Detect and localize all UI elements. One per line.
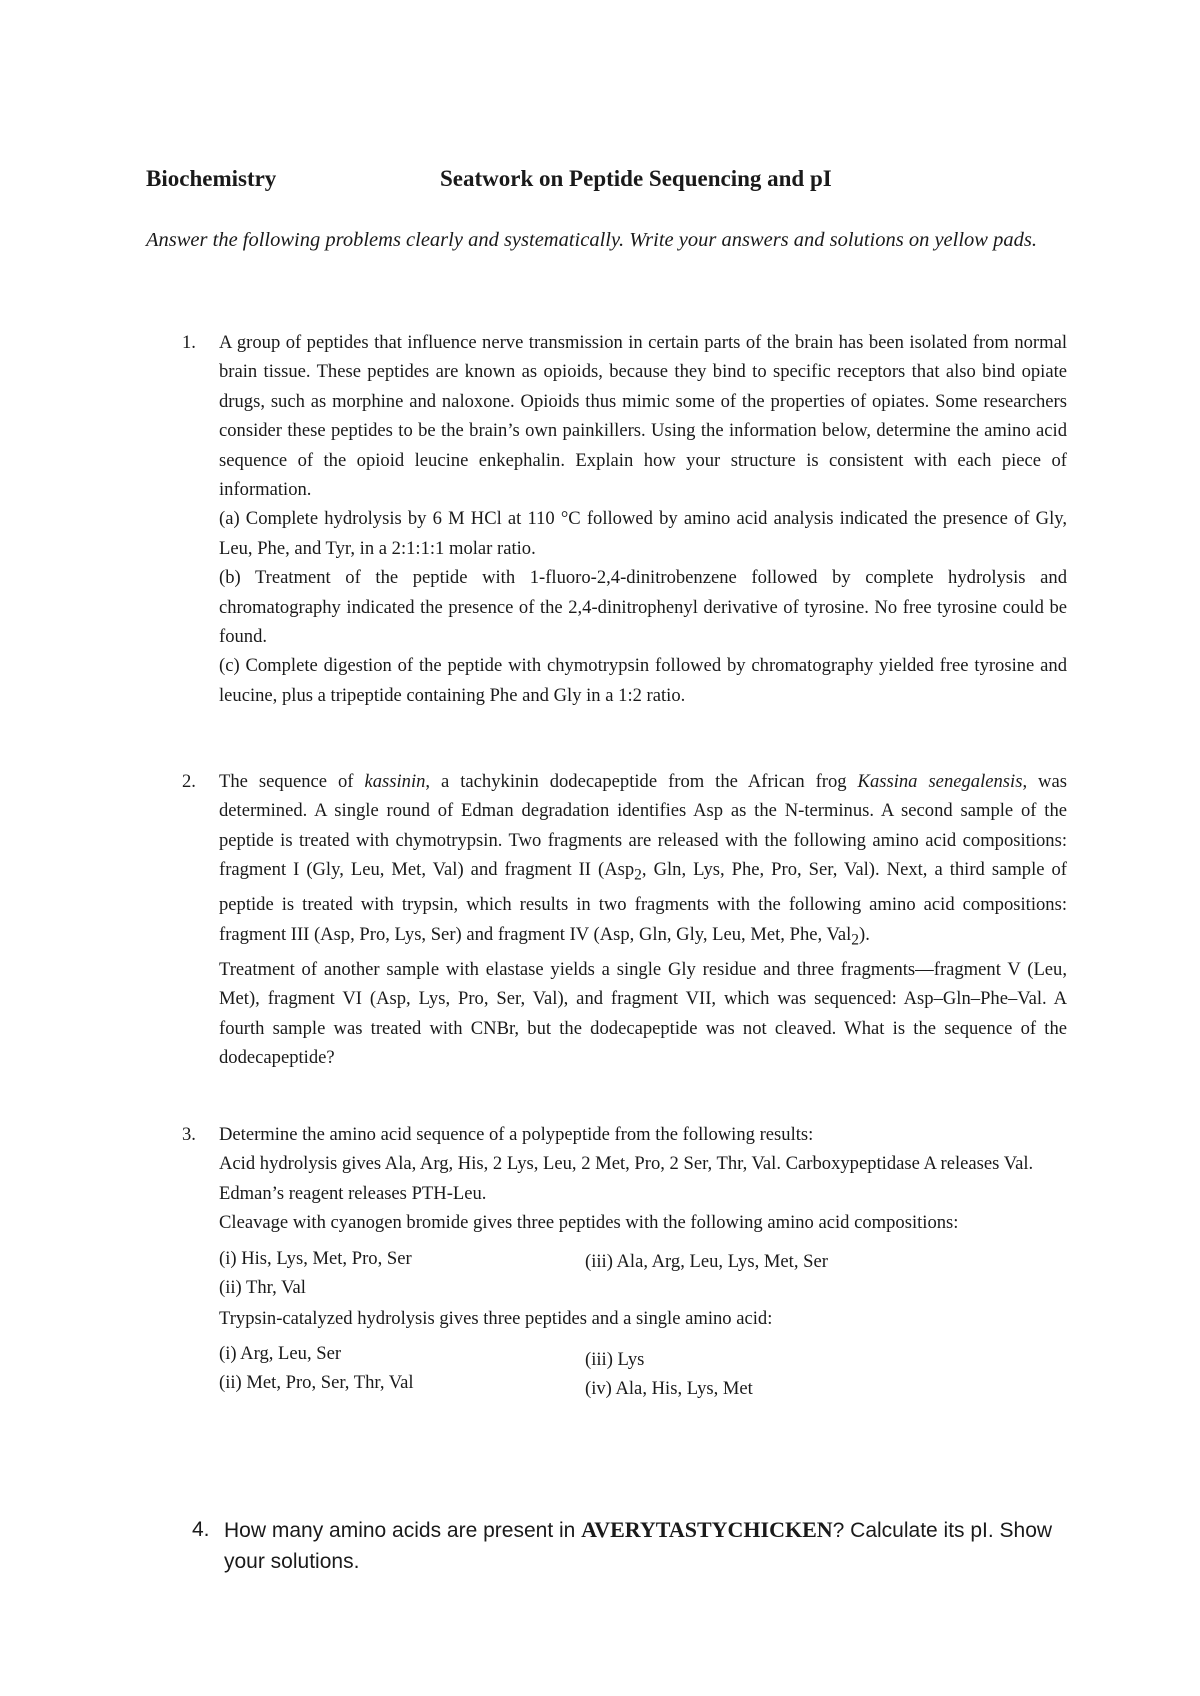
- peptide-sequence: AVERYTASTYCHICKEN: [581, 1517, 833, 1542]
- problem-4-text: How many amino acids are present in AVERYTASTYCHICKEN? Calculate its pI. Show your solutions.: [224, 1517, 1053, 1573]
- problem-3-cnbr: Cleavage with cyanogen bromide gives three peptides with the following amino acid compositions:: [219, 1212, 959, 1234]
- trypsin-fragment: (iii) Lys: [585, 1349, 645, 1371]
- worksheet-title: Seatwork on Peptide Sequencing and pI: [440, 166, 832, 191]
- subject-label: Biochemistry: [146, 166, 277, 191]
- trypsin-fragment: (iv) Ala, His, Lys, Met: [585, 1378, 753, 1400]
- problem-3-edman: Edman’s reagent releases PTH-Leu.: [219, 1182, 487, 1204]
- problem-3-trypsin: Trypsin-catalyzed hydrolysis gives three peptides and a single amino acid:: [219, 1307, 773, 1329]
- problem-number: 3.: [182, 1124, 196, 1145]
- problem-2-elastase: Treatment of another sample with elastase yields a single Gly residue and three fragments—fragment V (Leu, Met), fragment VI (Asp, Lys, Pro, Ser, Val), and fragment VII, which was sequenced: Asp–Gln–Phe–Val. A fourth sample was treated with CNBr, but the dodecapeptide was not cleaved. What is the sequence of the dodecapeptide?: [219, 958, 1067, 1069]
- instructions: Answer the following problems clearly and systematically. Write your answers and solutions on yellow pads.: [146, 229, 1037, 251]
- problem-number: 1.: [182, 332, 196, 353]
- problem-number: 2.: [182, 771, 196, 792]
- trypsin-fragments: [219, 1339, 1067, 1399]
- problem-number: 4.: [192, 1518, 210, 1541]
- worksheet-header: [146, 166, 1076, 200]
- cnbr-fragment: (i) His, Lys, Met, Pro, Ser: [219, 1247, 412, 1269]
- cnbr-fragments: [219, 1244, 1067, 1304]
- trypsin-fragment: (i) Arg, Leu, Ser: [219, 1343, 342, 1365]
- problem-2-text: The sequence of kassinin, a tachykinin dodecapeptide from the African frog Kassina senegalensis, was determined. A single round of Edman degradation identifies Asp as the N-terminus. A second sample of the peptide is treated with chymotrypsin. Two fragments are released with the following amino acid compositions: fragment I (Gly, Leu, Met, Val) and fragment II (Asp$_2$, Gln, Lys, Phe, Pro, Ser, Val). Next, a third sample of peptide is treated with trypsin, which results in two fragments with the following amino acid compositions: fragment III (Asp, Pro, Lys, Ser) and fragment IV (Asp, Gln, Gly, Leu, Met, Phe, Val$_2$).: [219, 771, 1067, 949]
- species-name: Kassina senegalensis: [857, 771, 1023, 792]
- peptide-name: kassinin: [364, 771, 426, 792]
- problem-1-part-c: (c) Complete digestion of the peptide with chymotrypsin followed by chromatography yielded free tyrosine and leucine, plus a tripeptide containing Phe and Gly in a 1:2 ratio.: [219, 655, 1067, 706]
- problem-1-part-b: (b) Treatment of the peptide with 1-fluoro-2,4-dinitrobenzene followed by complete hydrolysis and chromatography indicated the presence of the 2,4-dinitrophenyl derivative of tyrosine. No free tyrosine could be found.: [219, 567, 1067, 648]
- problem-3-intro: Determine the amino acid sequence of a polypeptide from the following results:: [219, 1124, 814, 1145]
- cnbr-fragment: (iii) Ala, Arg, Leu, Lys, Met, Ser: [585, 1250, 828, 1272]
- trypsin-fragment: (ii) Met, Pro, Ser, Thr, Val: [219, 1372, 414, 1394]
- cnbr-fragment: (ii) Thr, Val: [219, 1277, 306, 1299]
- problem-1-intro: A group of peptides that influence nerve transmission in certain parts of the brain has been isolated from normal brain tissue. These peptides are known as opioids, because they bind to specific receptors that also bind opiate drugs, such as morphine and naloxone. Opioids thus mimic some of the properties of opiates. Some researchers consider these peptides to be the brain’s own painkillers. Using the information below, determine the amino acid sequence of the opioid leucine enkephalin. Explain how your structure is consistent with each piece of information.: [219, 332, 1067, 501]
- problem-3-hydrolysis: Acid hydrolysis gives Ala, Arg, His, 2 Lys, Leu, 2 Met, Pro, 2 Ser, Thr, Val. Carboxypeptidase A releases Val.: [219, 1153, 1034, 1175]
- problem-1-part-a: (a) Complete hydrolysis by 6 M HCl at 110 °C followed by amino acid analysis indicated the presence of Gly, Leu, Phe, and Tyr, in a 2:1:1:1 molar ratio.: [219, 508, 1067, 559]
